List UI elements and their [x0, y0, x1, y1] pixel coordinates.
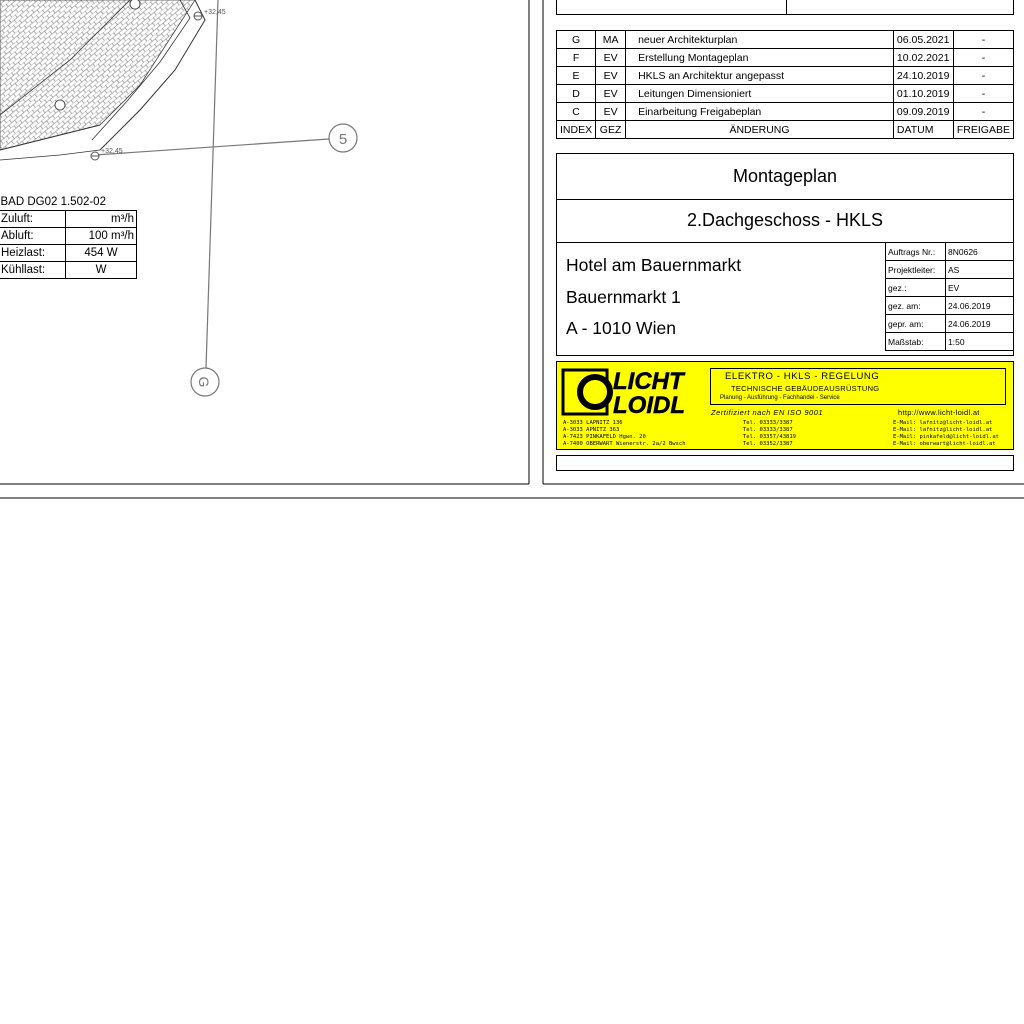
- level-marker: [194, 9, 226, 20]
- revision-date: 24.10.2019: [893, 67, 953, 85]
- field-label: gepr. am:: [886, 315, 946, 333]
- empty-footer-box: [556, 455, 1014, 471]
- revision-index: G: [557, 31, 596, 49]
- revision-change: neuer Architekturplan: [626, 31, 894, 49]
- revision-change: Leitungen Dimensioniert: [626, 85, 894, 103]
- mail-line: E-Mail: oberwart@licht-loidl.at: [893, 441, 996, 447]
- title-block: [556, 153, 1014, 356]
- logo-loidl: LOIDL: [613, 392, 685, 416]
- header-gez: GEZ: [596, 121, 626, 139]
- header-date: DATUM: [893, 121, 953, 139]
- revision-row: [557, 85, 1014, 103]
- field-value: 8N0626: [946, 243, 1014, 261]
- address-line: A-3033 APNITZ 363: [563, 427, 620, 433]
- revision-header-row: [557, 121, 1014, 139]
- revision-release: -: [953, 67, 1013, 85]
- address-line: A-3033 LAPNITZ 136: [563, 420, 623, 426]
- mail-line: E-Mail: lafnitz@licht-loidl.at: [893, 420, 993, 426]
- revision-release: -: [953, 85, 1013, 103]
- room-title: BAD DG02 1.502-02: [0, 194, 137, 211]
- revision-index: C: [557, 103, 596, 121]
- revision-date: 10.02.2021: [893, 49, 953, 67]
- room-row-value: 454 W: [66, 245, 137, 262]
- plan-type: Montageplan: [557, 154, 1013, 200]
- revision-table: [556, 30, 1014, 139]
- slogan: ELEKTRO - HKLS - REGELUNG: [725, 371, 880, 382]
- revision-release: -: [953, 31, 1013, 49]
- revision-row: [557, 67, 1014, 85]
- field-value: 24.06.2019: [946, 297, 1014, 315]
- level-marker: [91, 148, 123, 160]
- level-label: +32,45: [204, 9, 226, 16]
- revision-index: F: [557, 49, 596, 67]
- project-street: Bauernmarkt 1: [566, 287, 681, 307]
- phone-line: Tel. 03333/3387: [743, 420, 793, 426]
- revision-date: 06.05.2021: [893, 31, 953, 49]
- slogan-box: [710, 368, 1006, 405]
- revision-date: 01.10.2019: [893, 85, 953, 103]
- field-label: Projektleiter:: [886, 261, 946, 279]
- mail-line: E-Mail: lafnitz@licht-loidl.at: [893, 427, 993, 433]
- room-row-label: Kühllast:: [0, 262, 66, 279]
- roof-tiles: [0, 0, 205, 160]
- revision-gez: EV: [596, 67, 626, 85]
- revision-release: -: [953, 103, 1013, 121]
- field-label: gez. am:: [886, 297, 946, 315]
- room-row-label: Heizlast:: [0, 245, 66, 262]
- field-value: AS: [946, 261, 1014, 279]
- certification: Zertifiziert nach EN ISO 9001: [711, 408, 824, 417]
- revision-change: HKLS an Architektur angepasst: [626, 67, 894, 85]
- address-line: A-7423 PINKAFELD Hgwn. 20: [563, 434, 646, 440]
- company-banner: [556, 361, 1014, 450]
- phone-line: Tel. 03333/3387: [743, 427, 793, 433]
- revision-change: Erstellung Montageplan: [626, 49, 894, 67]
- revision-change: Einarbeitung Freigabeplan: [626, 103, 894, 121]
- axis-bubble-g: [191, 368, 219, 396]
- room-row-value: 100 m³/h: [66, 228, 137, 245]
- header-index: INDEX: [557, 121, 596, 139]
- field-value: 1:50: [946, 333, 1014, 351]
- field-label: Maßstab:: [886, 333, 946, 351]
- room-row-value: W: [66, 262, 137, 279]
- field-value: 24.06.2019: [946, 315, 1014, 333]
- revision-row: [557, 49, 1014, 67]
- project-fields-table: [885, 242, 1014, 351]
- floor-title: 2.Dachgeschoss - HKLS: [557, 199, 1013, 243]
- phone-line: Tel. 03357/43819: [743, 434, 796, 440]
- revision-gez: EV: [596, 49, 626, 67]
- services: Planung - Ausführung - Fachhandel - Service: [720, 395, 840, 401]
- room-data-table: [0, 194, 137, 279]
- field-label: Auftrags Nr.:: [886, 243, 946, 261]
- revision-gez: EV: [596, 103, 626, 121]
- field-value: EV: [946, 279, 1014, 297]
- logo-licht: LICHT: [613, 368, 684, 395]
- mail-line: E-Mail: pinkafeld@licht-loidl.at: [893, 434, 999, 440]
- level-label: +32,45: [101, 148, 123, 155]
- axis-line-g: [206, 0, 218, 368]
- room-row-label: Abluft:: [0, 228, 66, 245]
- axis-bubble-5: [329, 124, 357, 152]
- top-partial-box: [556, 0, 1014, 15]
- phone-line: Tel. 03352/3387: [743, 441, 793, 447]
- revision-index: E: [557, 67, 596, 85]
- room-row-value: m³/h: [66, 211, 137, 228]
- subtitle: TECHNISCHE GEBÄUDEAUSRÜSTUNG: [731, 384, 880, 393]
- header-release: FREIGABE: [953, 121, 1013, 139]
- axis-label: G: [196, 376, 212, 388]
- revision-row: [557, 31, 1014, 49]
- revision-release: -: [953, 49, 1013, 67]
- address-line: A-7400 OBERWART Wienerstr. 2a/2 Bwsch: [563, 441, 686, 447]
- revision-index: D: [557, 85, 596, 103]
- company-logo: [561, 366, 711, 416]
- field-label: gez.:: [886, 279, 946, 297]
- project-city: A - 1010 Wien: [566, 318, 676, 338]
- company-url[interactable]: http://www.licht-loidl.at: [898, 408, 980, 417]
- revision-row: [557, 103, 1014, 121]
- room-row-label: Zuluft:: [0, 211, 66, 228]
- axis-line-5: [95, 139, 329, 155]
- revision-date: 09.09.2019: [893, 103, 953, 121]
- revision-gez: MA: [596, 31, 626, 49]
- axis-label: 5: [338, 131, 348, 148]
- revision-gez: EV: [596, 85, 626, 103]
- header-change: ÄNDERUNG: [626, 121, 894, 139]
- project-name: Hotel am Bauernmarkt: [566, 255, 742, 275]
